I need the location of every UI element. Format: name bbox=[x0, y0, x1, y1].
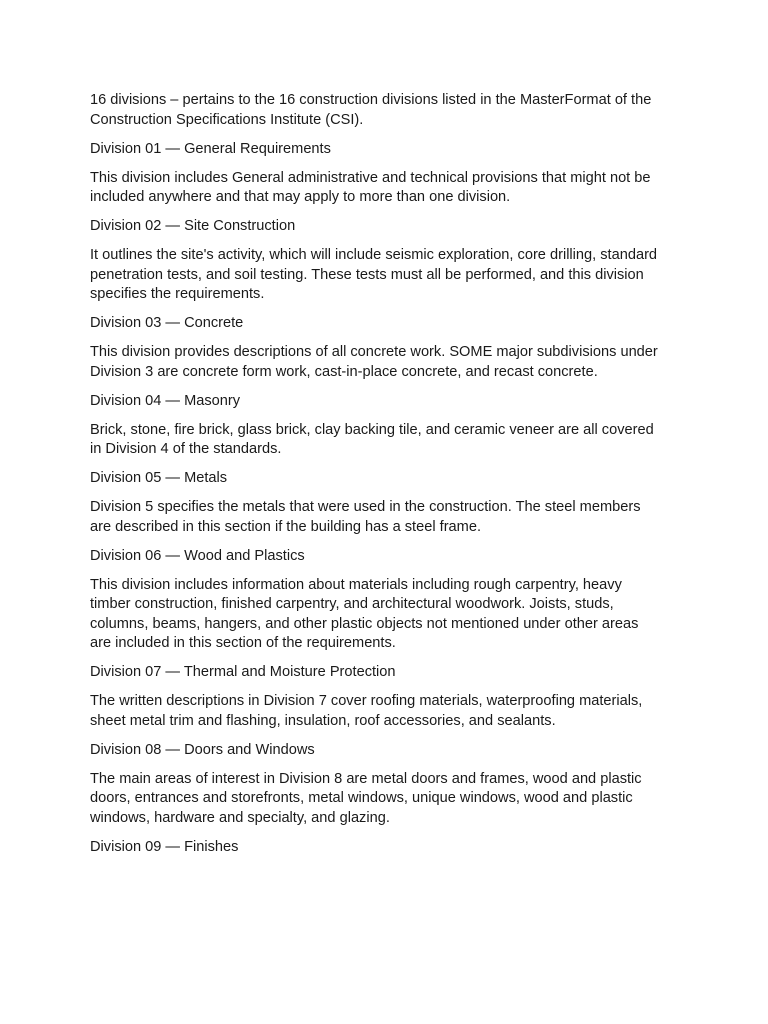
division-09-heading: Division 09 — Finishes bbox=[90, 838, 239, 855]
division-08-description: The main areas of interest in Division 8 are metal doors and frames, wood and plastic doors, entrances and storefronts, metal windows, unique windows, wood and plastic windows, hardware and specialty, and glazing. bbox=[90, 770, 642, 826]
division-03-description: This division provides descriptions of all concrete work. SOME major subdivisions under Division 3 are concrete form work, cast-in-place concrete, and recast concrete. bbox=[90, 344, 658, 380]
division-07-heading: Division 07 — Thermal and Moisture Protection bbox=[90, 664, 396, 680]
document-page bbox=[90, 91, 690, 867]
division-01-heading: Division 01 — General Requirements bbox=[90, 140, 331, 157]
division-05-heading: Division 05 — Metals bbox=[90, 470, 228, 486]
division-01-description: This division includes General administrative and technical provisions that might not be included anywhere and that may apply to more than one division. bbox=[90, 169, 651, 205]
division-06-heading: Division 06 — Wood and Plastics bbox=[90, 547, 305, 564]
division-08-heading: Division 08 — Doors and Windows bbox=[90, 741, 315, 758]
intro-paragraph: 16 divisions – pertains to the 16 construction divisions listed in the MasterFormat of the Construction Specifications Institute (CSI). bbox=[90, 92, 652, 128]
division-05-description: Division 5 specifies the metals that were used in the construction. The steel members are described in this section if the building has a steel frame. bbox=[90, 499, 641, 535]
division-07-description: The written descriptions in Division 7 cover roofing materials, waterproofing materials, sheet metal trim and flashing, insulation, roof accessories, and sealants. bbox=[90, 693, 643, 729]
division-06-description: This division includes information about materials including rough carpentry, heavy timber construction, finished carpentry, and architectural woodwork. Joists, studs, columns, beams, hangers, and other plastic objects not mentioned under other areas are included in this section of the requirements. bbox=[90, 576, 639, 651]
division-02-heading: Division 02 — Site Construction bbox=[90, 218, 296, 234]
division-04-description: Brick, stone, fire brick, glass brick, clay backing tile, and ceramic veneer are all covered in Division 4 of the standards. bbox=[90, 421, 654, 457]
division-03-heading: Division 03 — Concrete bbox=[90, 315, 244, 331]
division-04-heading: Division 04 — Masonry bbox=[90, 392, 241, 409]
division-02-description: It outlines the site's activity, which will include seismic exploration, core drilling, standard penetration tests, and soil testing. These tests must all be performed, and this division specifies the requirements. bbox=[90, 247, 658, 302]
